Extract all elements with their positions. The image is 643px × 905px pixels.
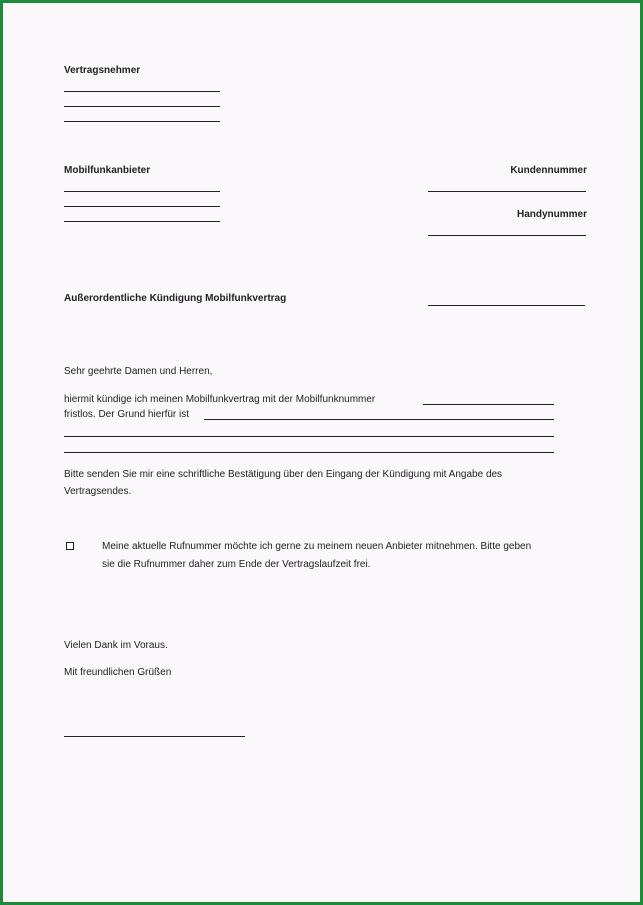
handynummer-label: Handynummer [516,209,587,220]
subject-date-line[interactable] [428,305,585,306]
vertragsnehmer-line-2[interactable] [64,106,220,107]
reason-line-2[interactable] [64,436,554,437]
vertragsnehmer-line-1[interactable] [64,91,220,92]
paragraph-2-line-1: Bitte senden Sie mir eine schriftliche Bestätigung über den Eingang der Kündigung mit Angabe des [64,469,503,480]
signature-line[interactable] [64,736,245,737]
handynummer-line[interactable] [428,235,586,236]
vertragsnehmer-label: Vertragsnehmer [64,65,141,76]
anbieter-line-1[interactable] [64,191,220,192]
thanks-text: Vielen Dank im Voraus. [64,640,168,651]
anbieter-line-2[interactable] [64,206,220,207]
reason-line-1[interactable] [204,419,554,420]
anbieter-line-3[interactable] [64,221,220,222]
closing-text: Mit freundlichen Grüßen [64,667,172,678]
checkbox-text-line-1: Meine aktuelle Rufnummer möchte ich gerne zu meinem neuen Anbieter mitnehmen. Bitte geben [102,541,532,552]
paragraph-2-line-2: Vertragsendes. [64,486,132,497]
mobilfunknummer-line[interactable] [423,404,554,405]
vertragsnehmer-line-3[interactable] [64,121,220,122]
kundennummer-label: Kundennummer [510,165,587,176]
rufnummer-mitnahme-checkbox[interactable] [66,542,74,550]
subject-line: Außerordentliche Kündigung Mobilfunkvertrag [64,293,287,304]
checkbox-text-line-2: sie die Rufnummer daher zum Ende der Vertragslaufzeit frei. [102,559,371,570]
mobilfunkanbieter-label: Mobilfunkanbieter [64,165,151,176]
reason-line-3[interactable] [64,452,554,453]
paragraph-1-line-1: hiermit kündige ich meinen Mobilfunkvertrag mit der Mobilfunknummer [64,394,376,405]
paragraph-1-line-2: fristlos. Der Grund hierfür ist [64,409,190,420]
salutation: Sehr geehrte Damen und Herren, [64,366,213,377]
kundennummer-line[interactable] [428,191,586,192]
